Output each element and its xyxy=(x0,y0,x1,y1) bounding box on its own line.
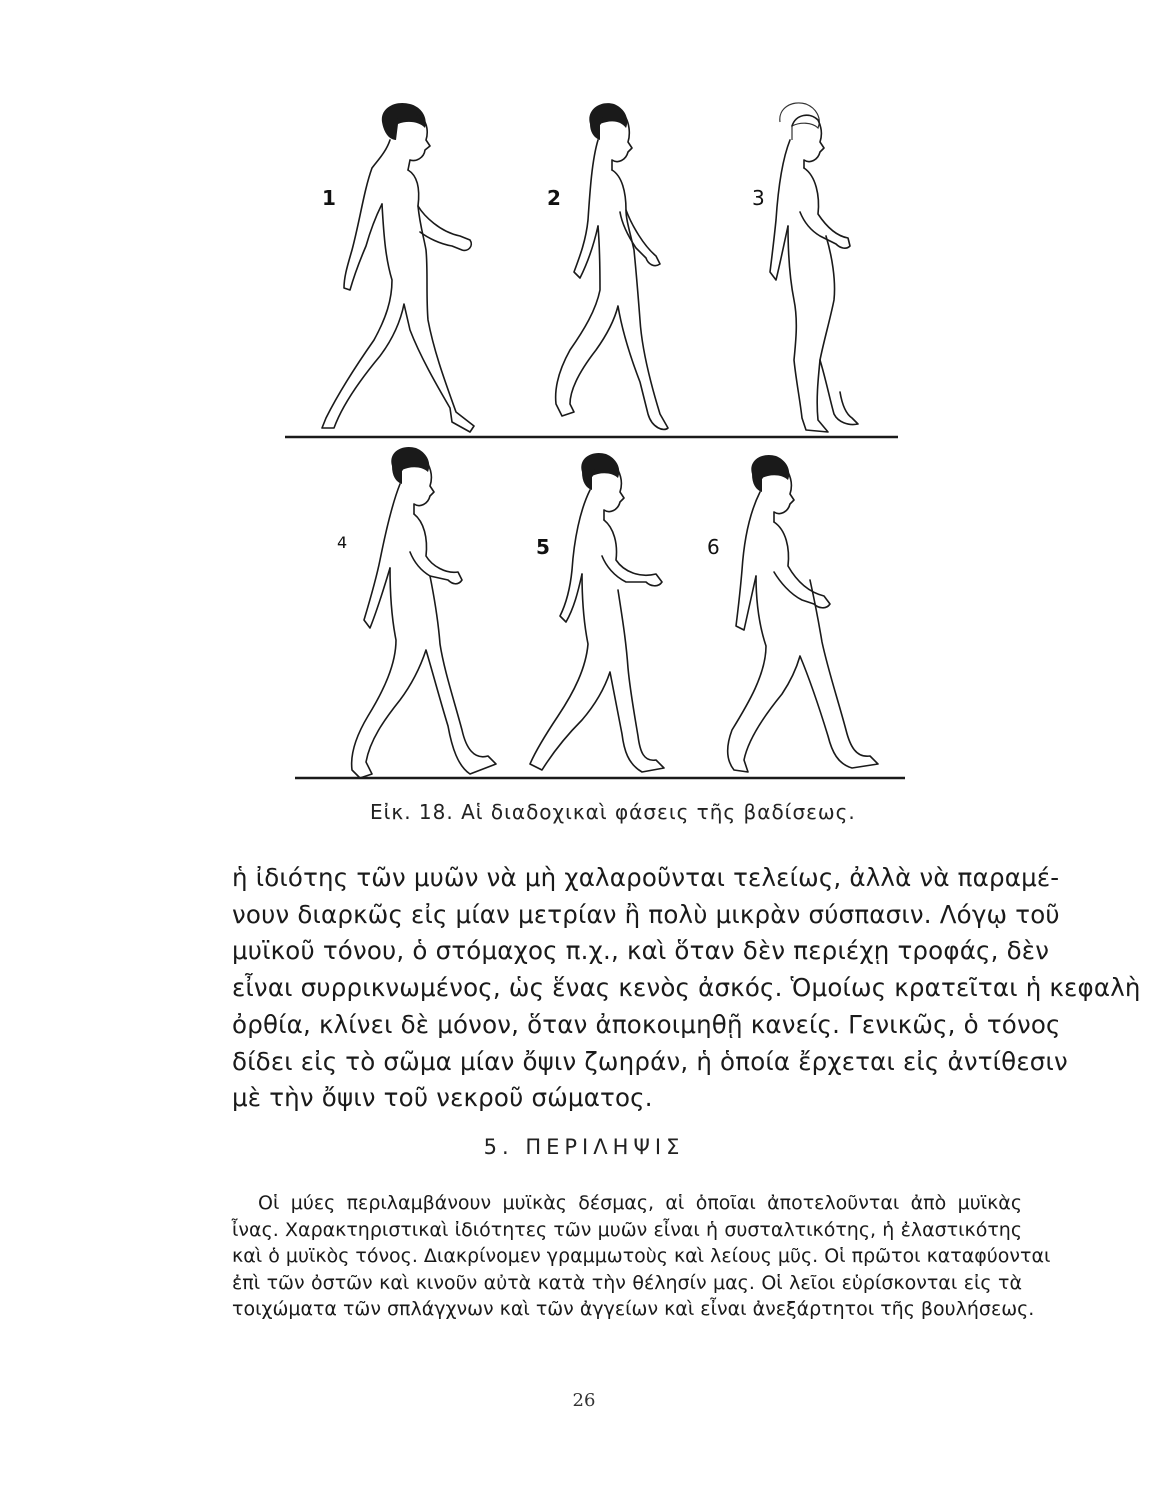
body-line: ὀρθία, κλίνει δὲ μόνον, ὅταν ἀποκοιμηθῇ κανείς. Γενικῶς, ὁ τόνος xyxy=(232,1009,1061,1039)
summary-line: ἐπὶ τῶν ὀστῶν καὶ κινοῦν αὐτὰ κατὰ τὴν θέλησίν μας. Οἱ λεῖοι εὑρίσκονται εἰς τὰ xyxy=(232,1271,1022,1294)
summary-paragraph xyxy=(232,1190,1051,1323)
summary-line: καὶ ὁ μυϊκὸς τόνος. Διακρίνομεν γραμμωτοὺς καὶ λείους μῦς. Οἱ πρῶτοι καταφύονται xyxy=(232,1245,1051,1267)
figure-number-4: 4 xyxy=(337,533,348,552)
summary-line: ἶνας. Χαρακτηριστικαὶ ἰδιότητες τῶν μυῶν εἶναι ἡ συσταλτικότης, ἡ ἐλαστικότης xyxy=(232,1218,1022,1241)
walking-figure-6 xyxy=(728,455,878,772)
walking-figure-1 xyxy=(322,103,474,432)
body-paragraph xyxy=(232,860,1141,1117)
summary-line: τοιχώματα τῶν σπλάγχνων καὶ τῶν ἀγγείων καὶ εἶναι ἀνεξάρτητοι τῆς βουλήσεως. xyxy=(232,1298,1035,1320)
figure-caption: Εἰκ. 18. Αἱ διαδοχικαὶ φάσεις τῆς βαδίσεως. xyxy=(370,800,856,824)
page-number: 26 xyxy=(572,1390,596,1411)
figure-number-5: 5 xyxy=(536,535,550,559)
body-line: ἡ ἰδιότης τῶν μυῶν νὰ μὴ χαλαροῦνται τελείως, ἀλλὰ νὰ παραμέ- xyxy=(232,863,1060,892)
body-line: νουν διαρκῶς εἰς μίαν μετρίαν ἢ πολὺ μικρὰν σύσπασιν. Λόγῳ τοῦ xyxy=(232,899,1060,929)
walking-figure-4 xyxy=(352,447,496,778)
figure-number-3: 3 xyxy=(752,186,765,210)
body-line: μυϊκοῦ τόνου, ὁ στόμαχος π.χ., καὶ ὅταν δὲν περιέχῃ τροφάς, δὲν xyxy=(232,936,1050,966)
section-heading: 5. ΠΕΡΙΛΗΨΙΣ xyxy=(483,1135,685,1159)
body-line: μὲ τὴν ὄψιν τοῦ νεκροῦ σώματος. xyxy=(232,1083,653,1113)
figure-number-2: 2 xyxy=(547,186,561,210)
figure-number-1: 1 xyxy=(322,186,336,210)
walking-figure-2 xyxy=(556,103,668,429)
figure-number-6: 6 xyxy=(707,535,720,559)
body-line: δίδει εἰς τὸ σῶμα μίαν ὄψιν ζωηράν, ἡ ὁποία ἔρχεται εἰς ἀντίθεσιν xyxy=(232,1046,1068,1076)
summary-line: Οἱ μύες περιλαμβάνουν μυϊκὰς δέσμας, αἱ ὁποῖαι ἀποτελοῦνται ἀπὸ μυϊκὰς xyxy=(258,1192,1022,1214)
walking-figure-5 xyxy=(530,453,664,772)
body-line: εἶναι συρρικνωμένος, ὡς ἕνας κενὸς ἀσκός. Ὁμοίως κρατεῖται ἡ κεφαλὴ xyxy=(232,973,1141,1003)
walking-figure-3 xyxy=(770,103,858,432)
